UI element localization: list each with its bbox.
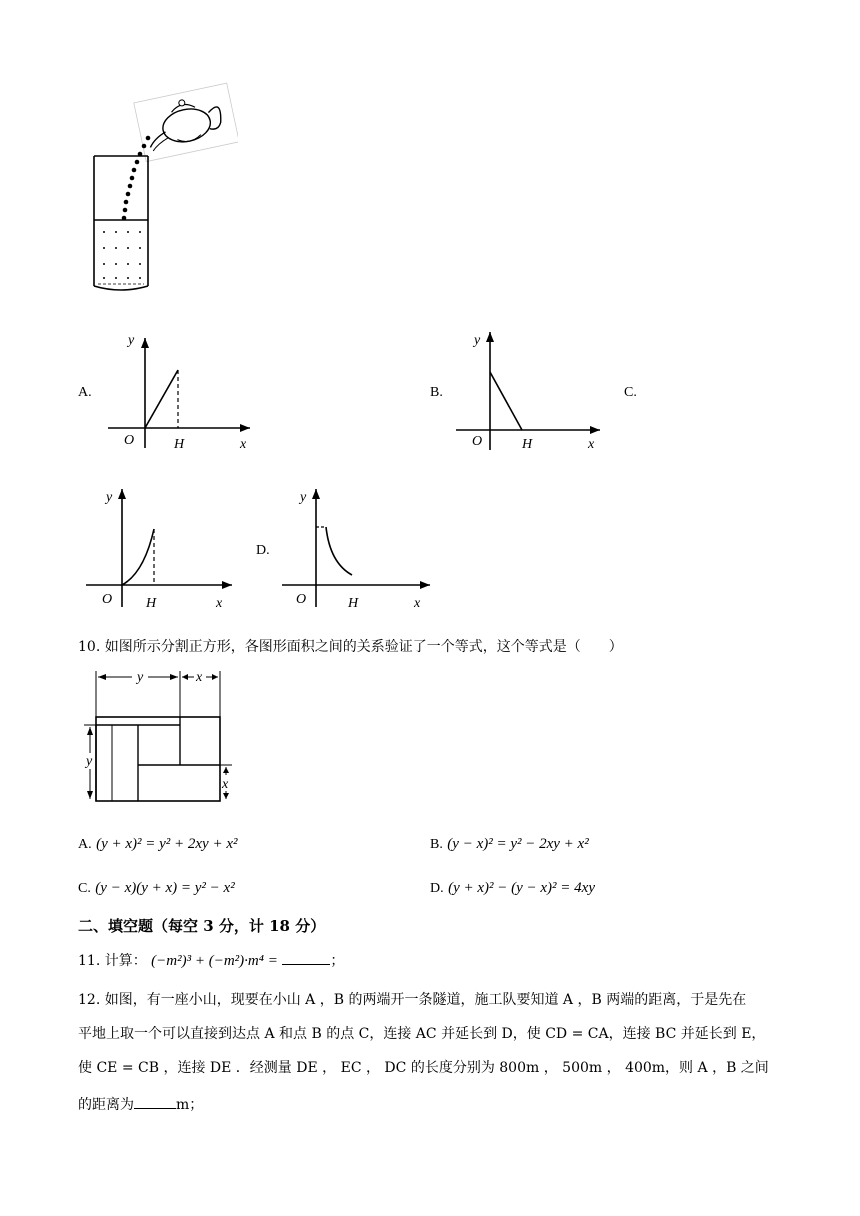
x-axis-label: x [216,596,223,611]
origin-label: O [124,433,135,448]
origin-label: O [472,434,483,449]
x-axis-label: x [240,437,247,452]
dim-x-right: x [222,777,229,792]
q10-option-d [430,878,595,899]
answer-blank[interactable] [134,1094,176,1109]
option-d-label: D. [256,543,270,558]
square-partition-figure [82,665,242,810]
question-number: 12. [78,992,101,1008]
dim-x-top: x [196,670,203,685]
origin-label: O [102,592,113,607]
y-axis-label: y [128,333,135,348]
y-axis-label: y [106,490,113,505]
option-formula: (y + x)² − (y − x)² = 4xy [448,880,595,896]
h-label: H [146,596,157,611]
question-text: 的距离为 [78,1097,134,1113]
dim-y-top: y [137,670,144,685]
q10-option-b [430,834,589,855]
option-formula: (y − x)(y + x) = y² − x² [95,880,235,896]
option-label: A. [78,837,92,852]
answer-blank[interactable] [282,950,330,965]
option-c-label: C. [624,385,637,400]
q10-option-c [78,878,235,899]
question-12-line-3: 使 CE = CB ，连接 DE ．经测量 DE ， EC ， DC 的长度分别为 800m ， 500m ， 400m，则 A ，B 之间 [78,1060,769,1076]
option-label: C. [78,881,91,896]
origin-label: O [296,592,307,607]
question-12-line-1 [78,990,746,1010]
question-prefix: 计算： [104,953,147,969]
question-12-line-4 [78,1094,203,1115]
question-11 [78,950,344,971]
question-12-line-2: 平地上取一个可以直接到达点 A 和点 B 的点 C，连接 AC 并延长到 D，使 CD = CA，连接 BC 并延长到 E， [78,1026,766,1042]
option-label: B. [430,837,443,852]
question-stem: 如图所示分割正方形，各图形面积之间的关系验证了一个等式，这个等式是（ ） [104,639,623,655]
section-heading: 二、填空题（每空 3 分，计 18 分） [78,917,326,935]
question-text: 如图，有一座小山，现要在小山 A ，B 的两端开一条隧道，施工队要知道 A ，B 两端的距离，于是先在 [104,992,747,1008]
question-suffix: m； [176,1097,204,1113]
option-label: D. [430,881,444,896]
question-number: 10. [78,639,101,655]
x-axis-label: x [414,596,421,611]
option-a-label: A. [78,385,92,400]
option-a-graph [100,328,260,453]
question-suffix: ； [330,953,345,969]
option-b-graph [448,328,608,453]
option-b-label: B. [430,385,443,400]
y-axis-label: y [474,333,481,348]
y-axis-label: y [300,490,307,505]
h-label: H [348,596,359,611]
teapot-cylinder-figure [88,78,238,298]
question-number: 11. [78,953,101,969]
question-expression: (−m²)³ + (−m²)·m⁴ = [151,953,278,969]
h-label: H [522,437,533,452]
dim-y-left: y [86,754,93,769]
x-axis-label: x [588,437,595,452]
option-c-graph [82,485,242,613]
option-formula: (y + x)² = y² + 2xy + x² [96,836,238,852]
question-10 [78,637,623,657]
option-d-graph [278,485,438,613]
option-formula: (y − x)² = y² − 2xy + x² [447,836,589,852]
q10-option-a [78,834,238,855]
h-label: H [174,437,185,452]
